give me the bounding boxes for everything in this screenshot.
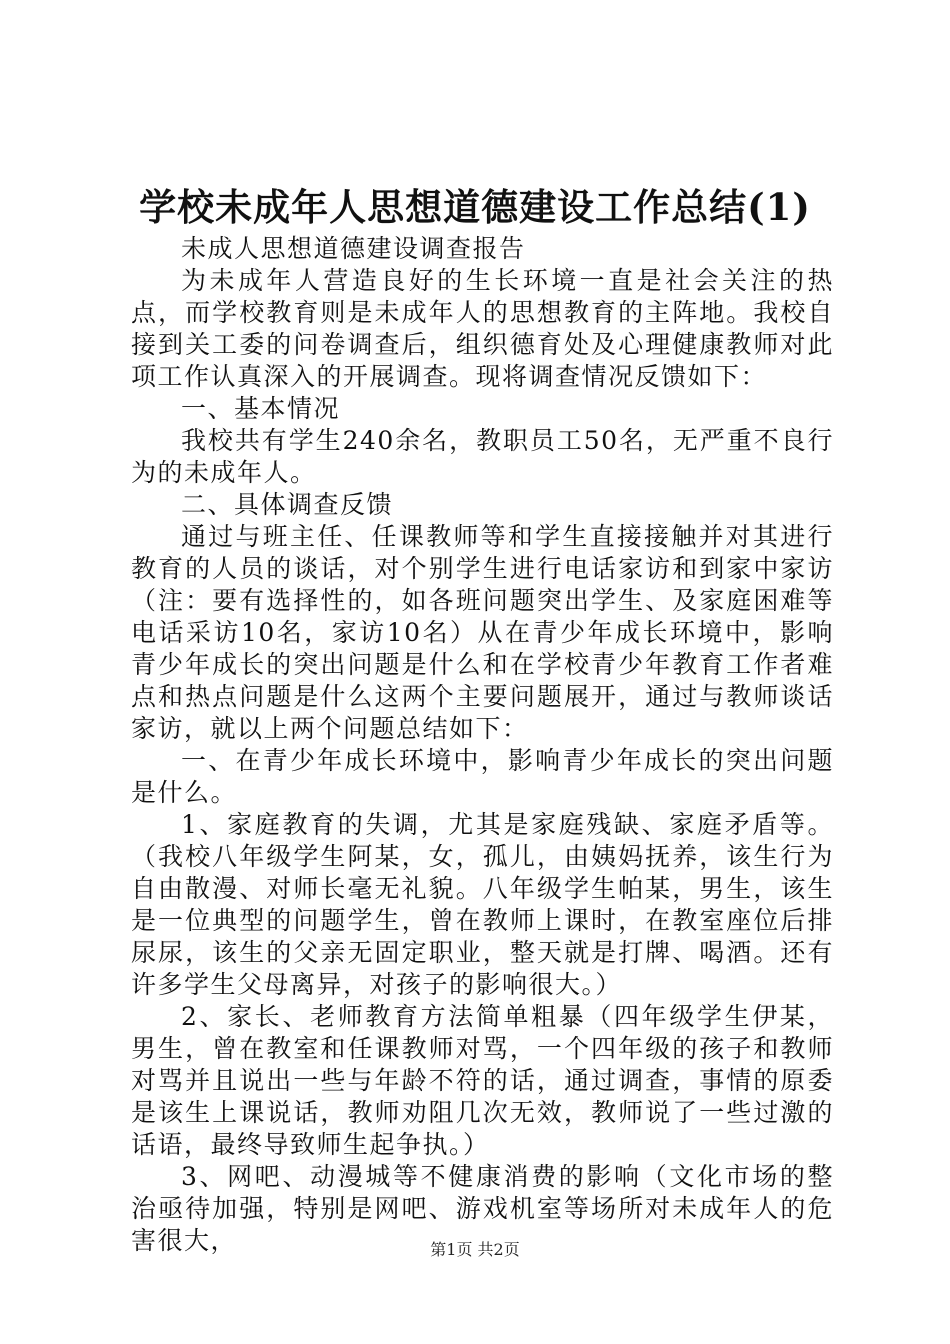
- paragraph-issue-2: 2、家长、老师教育方法简单粗暴（四年级学生伊某，男生，曾在教室和任课教师对骂，一个四年级的孩子和教师对骂并且说出一些与年龄不符的话，通过调查，事情的原委是该生上课说话，教师劝阻几次无效，教师说了一些过激的话语，最终导致师生起争执。）: [131, 1002, 834, 1159]
- heading-basic-situation: 一、基本情况: [181, 394, 341, 423]
- paragraph-issue-1: 1、家庭教育的失调，尤其是家庭残缺、家庭矛盾等。（我校八年级学生阿某，女，孤儿，由姨妈抚养，该生行为自由散漫、对师长毫无礼貌。八年级学生帕某，男生，该生是一位典型的问题学生，曾在教师上课时，在教室座位后排尿尿，该生的父亲无固定职业，整天就是打牌、喝酒。还有许多学生父母离异，对孩子的影响很大。）: [131, 810, 834, 999]
- heading-prominent-issues: 一、在青少年成长环境中，影响青少年成长的突出问题是什么。: [131, 746, 834, 807]
- document-body: [131, 233, 834, 1257]
- heading-survey-feedback: 二、具体调查反馈: [181, 490, 394, 519]
- paragraph-intro: 为未成年人营造良好的生长环境一直是社会关注的热点，而学校教育则是未成年人的思想教育的主阵地。我校自接到关工委的问卷调查后，组织德育处及心理健康教师对此项工作认真深入的开展调查。现将调查情况反馈如下：: [131, 266, 834, 391]
- paragraph-issue-3: 3、网吧、动漫城等不健康消费的影响（文化市场的整治亟待加强，特别是网吧、游戏机室等场所对未成年人的危害很大，: [131, 1162, 834, 1255]
- paragraph-report-subtitle: 未成人思想道德建设调查报告: [181, 234, 526, 263]
- page-number: 第1页 共2页: [430, 1240, 520, 1259]
- paragraph-basic-situation: 我校共有学生240余名，教职员工50名，无严重不良行为的未成年人。: [131, 426, 834, 487]
- document-title: 学校未成年人思想道德建设工作总结(1): [139, 185, 811, 229]
- paragraph-survey-method: 通过与班主任、任课教师等和学生直接接触并对其进行教育的人员的谈话，对个别学生进行电话家访和到家中家访（注：要有选择性的，如各班问题突出学生、及家庭困难等电话采访10名，家访10名）从在青少年成长环境中，影响青少年成长的突出问题是什么和在学校青少年教育工作者难点和热点问题是什么这两个主要问题展开，通过与教师谈话家访，就以上两个问题总结如下：: [131, 522, 834, 743]
